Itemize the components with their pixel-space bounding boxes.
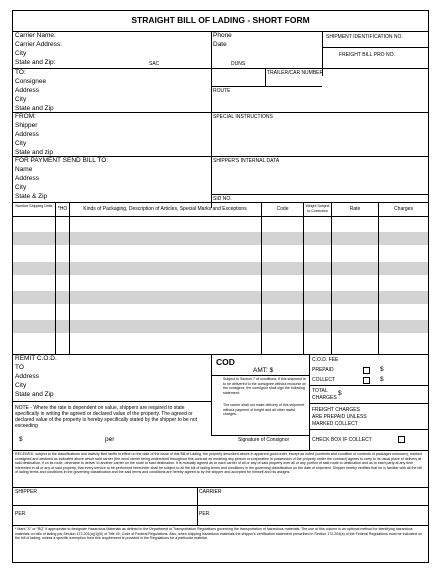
collect-dollar: $ [380,376,384,383]
shipment-ident-label[interactable]: SHIPMENT IDENTIFICATION NO. [326,34,403,40]
freight-charges-line3: MARKED COLLECT [312,421,358,427]
footnote-top [13,525,428,526]
total-bottom [309,403,428,404]
collect-label: COLLECT [312,377,336,383]
route-top [211,86,322,87]
total-charges-dollar[interactable]: $ [338,390,342,397]
prepaid-checkbox[interactable] [363,367,370,374]
form-title: STRAIGHT BILL OF LADING - SHORT FORM [131,15,310,25]
col-divider-rate [378,202,379,354]
shipper-state-zip-label[interactable]: State and zip [15,149,53,156]
carrier-state-zip-label[interactable]: State and Zip: [15,59,56,66]
shippers-internal-label[interactable]: SHIPPER'S INTERNAL DATA [213,158,280,164]
shipment-divider [322,47,428,48]
note-top [13,401,211,402]
remit-divider-2 [309,354,310,450]
remit-address-label[interactable]: Address [15,373,39,380]
bill-to-city-label[interactable]: City [15,184,27,191]
cod-amount-label[interactable]: AMT: $ [253,367,274,374]
received-top [13,450,428,451]
table-header-bottom [13,216,428,217]
carrier-per-label[interactable]: PER [199,511,210,517]
consignee-label[interactable]: Consignee [15,78,47,85]
to-divider [13,68,428,69]
left-column-divider [211,68,212,208]
prepaid-label: PREPAID [312,367,334,373]
th-hm: *HO [57,206,68,212]
bill-of-lading-form [12,10,429,563]
check-collect-checkbox[interactable] [398,436,405,443]
remit-divider-1 [211,354,212,435]
freight-charges-line1: FREIGHT CHARGES [312,407,360,413]
shipper-city-label[interactable]: City [15,140,27,147]
consignee-address-label[interactable]: Address [15,87,39,94]
th-code: Code [276,206,289,212]
total-label: TOTAL [312,388,328,394]
bill-to-name-label[interactable]: Name [15,166,33,173]
freight-charges-line2: ARE PREPAID UNLESS [312,414,367,420]
signature-consignor-label[interactable]: Signature of Consignor [238,437,290,443]
from-heading: FROM: [15,113,36,120]
table-top [13,202,428,203]
table-stripe-3 [13,291,428,304]
cod-label: COD [216,357,235,367]
value-dollar[interactable]: $ [19,436,23,443]
col-divider-hm [69,202,70,354]
prepaid-dollar: $ [380,366,384,373]
carrier-note-text: The carrier shall not make delivery of this shipment without payment of freight and all other lawful charges. [223,403,305,417]
shipper-address-label[interactable]: Address [15,131,39,138]
freight-pro-label[interactable]: FREIGHT BILL PRO NO. [339,52,395,58]
cod-fee-bottom [309,385,428,386]
signature-block-top [13,487,428,488]
remit-heading: REMIT C.O.D. [15,355,57,362]
route-label[interactable]: ROUTE [213,88,231,94]
signature-block-divider [197,487,198,525]
bill-to-heading: FOR PAYMENT SEND BILL TO: [15,157,109,164]
table-stripe-4 [13,320,428,333]
sid-label[interactable]: SID NO. [213,196,232,202]
from-divider [13,112,428,113]
th-charges: Charges [394,206,413,212]
value-per[interactable]: per [105,436,115,443]
carrier-address-label[interactable]: Carrier Address: [15,41,62,48]
remit-to-label[interactable]: TO [15,364,24,371]
declared-value-note: NOTE - Where the rate is dependent on value, shippers are required to state specifically in writing the agreed or declared value of the property. The agreed or declared value of the property is hereby specifically stated by the shipper to be not exceeding [15,405,198,429]
cod-fee-label: C.O.D. FEE [312,357,339,363]
check-collect-label: CHECK BOX IF COLLECT [312,437,372,443]
th-weight: Weight Subject to Correction [305,204,330,213]
col-divider-weight [331,202,332,354]
remit-state-zip-label[interactable]: State and Zip [15,391,54,398]
freight-bottom [309,429,428,430]
hazmat-footnote: * Mark "X" or "RQ" if appropriate to designate Hazardous Materials as defined in the Department of Transportation Regulations governing the transportation of hazardous materials. The use of this column is an optional method for identifying hazardous materials on bills of lading per Section 172.201(a)(1)(iii) of Title 49, Code of Federal Regulations. Also, when shipping hazardous materials the shipper's certification statement prescribed in Section 172.204(a) of the Federal Regulations must be indicated on the bill of lading, unless a specific exemption from this requirement is provided in the Regulations for a particular material. [15,527,423,541]
collect-checkbox[interactable] [363,377,370,384]
phone-label[interactable]: Phone [213,32,232,39]
bill-to-address-label[interactable]: Address [15,175,39,182]
col-divider-kinds [261,202,262,354]
total-charges-label: CHARGES [312,395,337,401]
shipper-label[interactable]: Shipper [15,122,38,129]
carrier-sign-label[interactable]: CARRIER [199,489,222,495]
col-divider-units [55,202,56,354]
carrier-city-label[interactable]: City [15,50,27,57]
bill-to-state-zip-label[interactable]: State & Zip [15,193,48,200]
col-divider-code [303,202,304,354]
received-paragraph: RECEIVED, subject to the classifications and lawfully filed tariffs in effect on the date of the issue of this Bill of Lading, the property described above in apparent good order, except as noted (contents and condition of contents of packages unknown), marked consigned and destined as indicated above which said carrier (the word carrier being understood throughout this contract as meaning any person or corporation in possession of the property under the contract) agrees to carry to its usual place of delivery at said destination, if on its route, otherwise to deliver to another carrier on the route to said destination. It is mutually agreed as to each carrier of all or any of said property over all or any portion of said route to destination and as to each party at any time interested in all or any of said property, that every service to be performed hereunder shall be subject to all the bill of lading terms and conditions in the governing classification on the date of shipment. Shipper hereby certifies that he is familiar with all the bill of lading terms and conditions in the governing classification and the said terms and conditions are hereby agreed to by the shipper and accepted for himself and his assigns. [15,452,422,475]
signature-line [211,435,309,436]
th-units: Number Shipping Units [15,204,53,208]
cod-amt-bottom [211,375,309,376]
to-heading: TO: [15,69,26,76]
consignee-city-label[interactable]: City [15,96,27,103]
consignee-state-zip-label[interactable]: State and Zip [15,105,54,112]
remit-divider [13,354,428,355]
table-stripe-1 [13,232,428,245]
sid-top [211,194,428,195]
sac-label[interactable]: SAC [149,61,160,67]
table-stripe-2 [13,262,428,275]
date-label[interactable]: Date [213,41,227,48]
carrier-name-label[interactable]: Carrier Name: [15,32,56,39]
per-divider [13,505,428,506]
remit-city-label[interactable]: City [15,382,27,389]
th-kinds: Kinds of Packaging, Description of Articles, Special Marks and Exceptions [83,206,247,212]
shipper-sign-label[interactable]: SHIPPER [15,489,37,495]
special-instructions-label[interactable]: SPECIAL INSTRUCTIONS [213,114,273,120]
th-rate: Rate [349,206,361,212]
trailer-left-divider [265,68,266,86]
duns-label[interactable]: DUNS [231,61,246,67]
section7-text: Subject to Section 7 of conditions, if this shipment is to be delivered to the consignee without recourse on the consignor, the consignor shall sign the following statement: [223,377,307,395]
shipper-per-label[interactable]: PER [15,511,26,517]
trailer-label[interactable]: TRAILER/CAR NUMBER [267,70,324,76]
